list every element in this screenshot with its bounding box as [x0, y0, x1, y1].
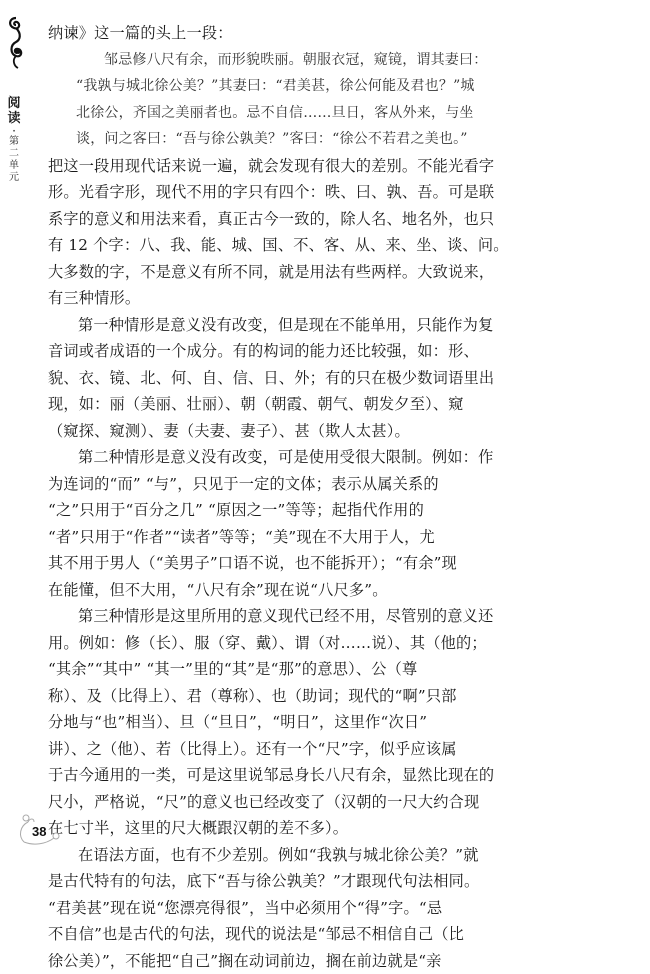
- text-line: 是古代特有的句法，底下“吾与徐公孰美？”才跟现代句法相同。: [48, 868, 448, 895]
- text-line: 大多数的字，不是意义有所不同，就是用法有些两样。大致说来，: [48, 259, 448, 286]
- page-number: 38: [32, 824, 46, 839]
- text-line: 为连词的“而” “与”，只见于一定的文体；表示从属关系的: [48, 471, 448, 498]
- text-line: “君美甚”现在说“您漂亮得很”，当中必须用个“得”字。“忌: [48, 895, 448, 922]
- paragraph-4: [48, 603, 448, 842]
- text-line: 在能懂，但不大用，“八尺有余”现在说“八尺多”。: [48, 577, 448, 604]
- unit-label-char: 单: [6, 160, 22, 172]
- text-line: 把这一段用现代话来说一遍，就会发现有很大的差别。不能光看字: [48, 153, 448, 180]
- text-line: 称）、及（比得上）、君（尊称）、也（助词；现代的“啊”只部: [48, 683, 448, 710]
- text-line: 不自信”也是古代的句法，现代的说法是“邹忌不相信自己（比: [48, 921, 448, 948]
- paragraph-5: [48, 842, 448, 974]
- ornament-icon: [6, 14, 26, 70]
- text-line: 音词或者成语的一个成分。有的构词的能力还比较强，如：形、: [48, 338, 448, 365]
- text-line: 有三种情形。: [48, 285, 448, 312]
- text-line: 在语法方面，也有不少差别。例如“我孰与城北徐公美？”就: [48, 842, 448, 869]
- text-line: 其不用于男人（“美男子”口语不说，也不能拆开）；“有余”现: [48, 550, 448, 577]
- classical-quote: [48, 47, 448, 153]
- section-label-char: 读: [6, 111, 22, 126]
- text-line: “其余”“其中” “其一”里的“其”是“那”的意思）、公（尊: [48, 656, 448, 683]
- unit-label-char: 元: [6, 172, 22, 184]
- quote-line: 谈，问之客曰：“吾与徐公孰美？”客曰：“徐公不若君之美也。”: [76, 126, 448, 153]
- text-line: 徐公美）”，不能把“自己”搁在动词前边，搁在前边就是“亲: [48, 948, 448, 974]
- text-line: 用。例如：修（长）、服（穿、戴）、谓（对……说）、其（他的；: [48, 630, 448, 657]
- intro-line: 纳谏》这一篇的头上一段：: [48, 20, 448, 47]
- text-line: 貌、衣、镜、北、何、自、信、日、外；有的只在极少数词语里出: [48, 365, 448, 392]
- paragraph-2: [48, 312, 448, 445]
- quote-line: “我孰与城北徐公美？”其妻曰：“君美甚，徐公何能及君也？”城: [76, 73, 448, 100]
- text-line: 讲）、之（他）、若（比得上）。还有一个“尺”字，似乎应该属: [48, 736, 448, 763]
- text-line: 第一种情形是意义没有改变，但是现在不能单用，只能作为复: [48, 312, 448, 339]
- text-line: 系字的意义和用法来看，真正古今一致的，除人名、地名外，也只: [48, 206, 448, 233]
- paragraph-1: [48, 153, 448, 312]
- section-label-char: 阅: [6, 96, 22, 111]
- text-line: 在七寸半，这里的尺大概跟汉朝的差不多）。: [48, 815, 448, 842]
- paragraph-3: [48, 444, 448, 603]
- unit-label-char: 第: [6, 136, 22, 148]
- text-line: 分地与“也”相当）、旦（“旦日”，“明日”，这里作“次日”: [48, 709, 448, 736]
- section-label: [6, 96, 22, 184]
- text-line: 第二种情形是意义没有改变，可是使用受很大限制。例如：作: [48, 444, 448, 471]
- text-line: “之”只用于“百分之几” “原因之一”等等；起指代作用的: [48, 497, 448, 524]
- text-line: 有 12 个字：八、我、能、城、国、不、客、从、来、坐、谈、问。: [48, 232, 448, 259]
- text-line: （窥探、窥测）、妻（夫妻、妻子）、甚（欺人太甚）。: [48, 418, 448, 445]
- text-line: 形。光看字形，现代不用的字只有四个：昳、曰、孰、吾。可是联: [48, 179, 448, 206]
- text-line: 第三种情形是这里所用的意义现代已经不用，尽管别的意义还: [48, 603, 448, 630]
- quote-line: 邹忌修八尺有余，而形貌昳丽。朝服衣冠，窥镜，谓其妻曰：: [76, 47, 448, 74]
- text-line: 于古今通用的一类，可是这里说邹忌身长八尺有余，显然比现在的: [48, 762, 448, 789]
- section-label-separator: ·: [6, 126, 22, 136]
- page-number-badge: [10, 812, 70, 846]
- page-body: [48, 20, 448, 974]
- unit-label-char: 二: [6, 148, 22, 160]
- text-line: 尺小，严格说，“尺”的意义也已经改变了（汉朝的一尺大约合现: [48, 789, 448, 816]
- quote-line: 北徐公，齐国之美丽者也。忌不自信……旦日，客从外来，与坐: [76, 100, 448, 127]
- text-line: 现，如：丽（美丽、壮丽）、朝（朝霞、朝气、朝发夕至）、窥: [48, 391, 448, 418]
- text-line: “者”只用于“作者”“读者”等等；“美”现在不大用于人，尤: [48, 524, 448, 551]
